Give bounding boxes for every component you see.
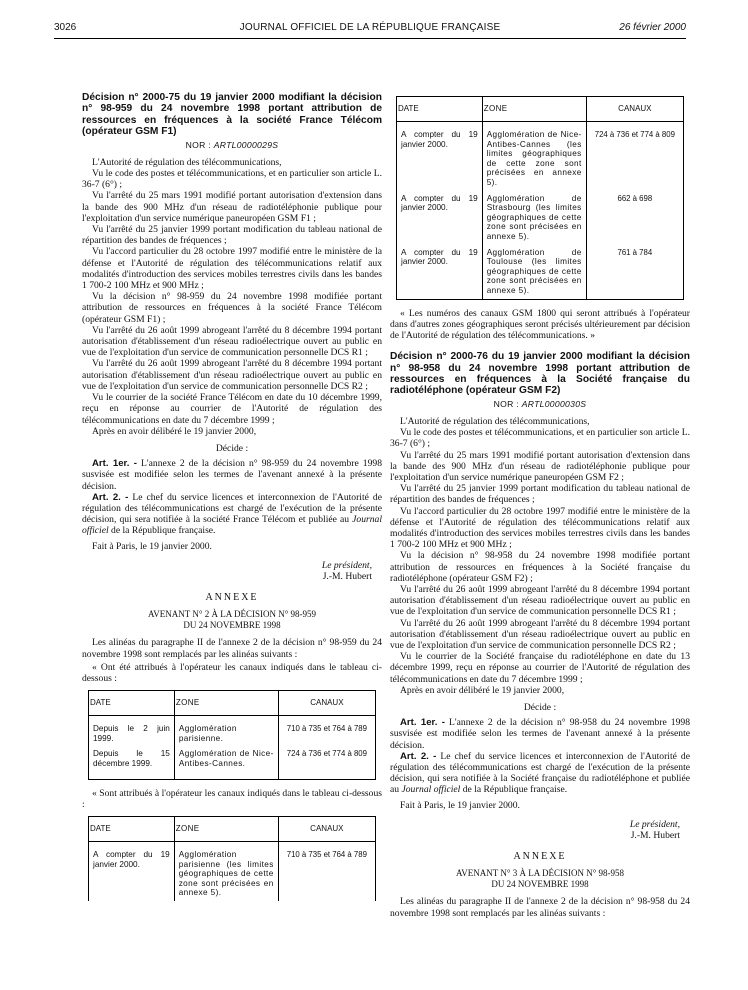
paragraph: Vu la décision n° 98-958 du 24 novembre 1998 modifiée portant attribution de ressources en fréquences à la Société française du radiotéléphone (opérateur GSM F2) ;	[390, 550, 690, 584]
table-row: Depuis le 2 juin 1999. Agglomération parisienne. 710 à 735 et 764 à 789	[89, 716, 376, 747]
avenant-line-2: DU 24 NOVEMBRE 1998	[183, 620, 281, 631]
table-row: A compter du 19 janvier 2000. Agglomération de Strasbourg (les limites géographiques de cette zone sont précisées en annexe 5). 662 à 698	[397, 191, 684, 245]
signature-name: J.-M. Hubert	[322, 570, 372, 582]
annex-paragraph: « Sont attribués à l'opérateur les canaux indiqués dans le tableau ci-dessous :	[82, 787, 382, 810]
table-row: A compter du 19 janvier 2000. Agglomération de Toulouse (les limites géographiques de cette zone sont précisées en annexe 5). 761 à 784	[397, 245, 684, 299]
paragraph: Vu l'arrêté du 26 août 1999 abrogeant l'arrêté du 8 décembre 1994 portant autorisation d'établissement d'un réseau radioélectrique ouvert au public en vue de l'exploitation d'un service de communication personnelle DCS R1 ;	[82, 324, 382, 359]
paragraph: Vu l'arrêté du 26 août 1999 abrogeant l'arrêté du 8 décembre 1994 portant autorisation d'établissement d'un réseau radioélectrique ouvert au public en vue de l'exploitation d'un service de communication personnelle DCS R1 ;	[390, 583, 690, 618]
paragraph: Vu l'arrêté du 26 août 1999 abrogeant l'arrêté du 8 décembre 1994 portant autorisation d'établissement d'un réseau radioélectrique ouvert au public en vue de l'exploitation d'un service de communication personnelle DCS R2 ;	[82, 358, 382, 392]
paragraph: Après en avoir délibéré le 19 janvier 2000,	[92, 425, 257, 437]
avenant-line-1: AVENANT N° 3 À LA DÉCISION N° 98-958	[455, 868, 625, 879]
table-header: CANAUX	[586, 97, 683, 122]
paragraph: Vu l'arrêté du 25 mars 1991 modifié portant autorisation d'extension dans la bande des 900 MHz d'un réseau de radiotéléphonie publique pour l'exploitation d'un service numérique paneuropéen GSM F1 ;	[82, 190, 382, 224]
channels-table-continued	[396, 96, 684, 300]
article-1: Art. 1er. - L'annexe 2 de la décision n° 98-959 du 24 novembre 1998 susvisée est modifiée selon les termes de l'avenant annexé à la présente décision.	[82, 458, 382, 492]
signature-title: Le président,	[629, 818, 680, 830]
paragraph: Vu le courrier de la Société française du radiotéléphone en date du 13 décembre 1999, reçu en réponse au courrier de l'Autorité de régulation des télécommunications en date du 7 décembre 1999 ;	[390, 651, 690, 685]
right-column	[390, 96, 690, 919]
issue-date: 26 février 2000	[619, 22, 686, 33]
nor-code: ARTL0000029S	[213, 139, 279, 150]
paragraph: Vu le code des postes et télécommunications, et en particulier son article L. 36-7 (6°) ;	[390, 427, 690, 450]
annexe-heading: ANNEXE	[205, 592, 259, 604]
article-1: Art. 1er. - L'annexe 2 de la décision n° 98-958 du 24 novembre 1998 susvisée est modifiée selon les termes de l'avenant annexé à la présente décision.	[390, 717, 690, 751]
table-header: CANAUX	[278, 816, 375, 841]
table-header: DATE	[89, 691, 175, 716]
paragraph: Vu l'arrêté du 25 janvier 1999 portant modification du tableau national de répartition des bandes de fréquences ;	[390, 483, 690, 506]
table-row: A compter du 19 janvier 2000. Agglomération de Nice-Antibes-Cannes (les limites géographiques de cette zone sont précisées en annexe 5). 724 à 736 et 774 à 809	[397, 122, 684, 191]
avenant-line-1: AVENANT N° 2 À LA DÉCISION N° 98-959	[147, 609, 317, 620]
decide-heading: Décide :	[215, 442, 249, 454]
paragraph: Vu l'accord particulier du 28 octobre 1997 modifié entre le ministère de la défense et l'Autorité de régulation des télécommunications relatif aux modalités d'introduction des services mobiles terrestres civils dans les bandes 1 700-2 100 MHz et 900 MHz ;	[390, 505, 690, 551]
closing-paragraph: « Les numéros des canaux GSM 1800 qui seront attribués à l'opérateur dans d'autres zones géographiques seront précisés ultérieurement par décision de l'Autorité de régulation des télécommunications. »	[390, 307, 690, 341]
signature-title: Le président,	[321, 559, 372, 571]
paragraph: Vu l'arrêté du 26 août 1999 abrogeant l'arrêté du 8 décembre 1994 portant autorisation d'établissement d'un réseau radioélectrique ouvert au public en vue de l'exploitation d'un service de communication personnelle DCS R2 ;	[390, 617, 690, 651]
article-2: Art. 2. - Le chef du service licences et interconnexion de l'Autorité de régulation des télécommunications est chargé de l'exécution de la présente décision, qui sera notifiée à la société France Télécom et publiée au Journal officiel de la République française.	[82, 491, 382, 537]
annex-paragraph: « Ont été attribués à l'opérateur les canaux indiqués dans le tableau ci-dessous :	[82, 661, 382, 684]
paragraph: Vu l'accord particulier du 28 octobre 1997 modifié entre le ministère de la défense et l'Autorité de régulation des télécommunications relatif aux modalités d'introduction des services mobiles terrestres civils dans les bandes 1 700-2 100 MHz et 900 MHz ;	[82, 246, 382, 292]
paragraph: Vu le courrier de la société France Télécom en date du 10 décembre 1999, reçu en réponse au courrier de l'Autorité de régulation des télécommunications en date du 7 décembre 1999 ;	[82, 392, 382, 426]
nor-line: NOR : ARTL0000029S	[185, 139, 279, 150]
decision-title: Décision n° 2000-75 du 19 janvier 2000 modifiant la décision n° 98-959 du 24 novembre 1998 portant attribution de ressources en fréquences à la société France Télécom (opérateur GSM F1)	[82, 92, 382, 138]
header-rule	[54, 38, 686, 39]
table-row: A compter du 19 janvier 2000. Agglomération parisienne (les limites géographiques de cette zone sont précisées en annexe 5). 710 à 735 et 764 à 789	[89, 841, 376, 900]
table-header: ZONE	[174, 816, 278, 841]
nor-line: NOR : ARTL0000030S	[493, 398, 587, 409]
article-2: Art. 2. - Le chef du service licences et interconnexion de l'Autorité de régulation des télécommunications est chargé de l'exécution de la présente décision, qui sera notifiée à la Société française du radiotéléphone et publiée au Journal officiel de la République française.	[390, 750, 690, 796]
fait-line: Fait à Paris, le 19 janvier 2000.	[400, 799, 520, 811]
annex-paragraph: Les alinéas du paragraphe II de l'annexe 2 de la décision n° 98-959 du 24 novembre 1998 sont remplacés par les alinéas suivants :	[82, 637, 382, 660]
nor-code: ARTL0000030S	[521, 398, 587, 409]
channels-table-to-attribute	[88, 816, 376, 901]
table-header: ZONE	[174, 691, 278, 716]
fait-line: Fait à Paris, le 19 janvier 2000.	[92, 540, 212, 552]
paragraph: Vu le code des postes et télécommunications, et en particulier son article L. 36-7 (6°) ;	[82, 168, 382, 191]
paragraph: Vu la décision n° 98-959 du 24 novembre 1998 modifiée portant attribution de ressources en fréquences à la société France Télécom (opérateur GSM F1) ;	[82, 291, 382, 325]
journal-title: JOURNAL OFFICIEL DE LA RÉPUBLIQUE FRANÇAISE	[239, 22, 501, 33]
decide-heading: Décide :	[523, 702, 557, 714]
avenant-line-2: DU 24 NOVEMBRE 1998	[491, 879, 589, 890]
table-header: DATE	[89, 816, 175, 841]
paragraph: L'Autorité de régulation des télécommunications,	[92, 156, 282, 168]
paragraph: Vu l'arrêté du 25 mars 1991 modifié portant autorisation d'extension dans la bande des 900 MHz d'un réseau de radiotéléphonie publique pour l'exploitation d'un service numérique paneuropéen GSM F2 ;	[390, 449, 690, 483]
page-number: 3026	[54, 22, 77, 33]
annexe-heading: ANNEXE	[513, 851, 567, 863]
table-header: CANAUX	[278, 691, 375, 716]
decision-title: Décision n° 2000-76 du 19 janvier 2000 modifiant la décision n° 98-958 du 24 novembre 1998 portant attribution de ressources en fréquences à la Société française du radiotéléphone (opérateur GSM F2)	[390, 351, 690, 397]
table-header: DATE	[397, 97, 483, 122]
paragraph: Après en avoir délibéré le 19 janvier 2000,	[400, 684, 565, 696]
page-header	[54, 22, 686, 38]
left-column	[82, 92, 382, 909]
channels-table-attributed	[88, 690, 376, 779]
signature-name: J.-M. Hubert	[630, 830, 680, 842]
paragraph: Vu l'arrêté du 25 janvier 1999 portant modification du tableau national de répartition des bandes de fréquences ;	[82, 224, 382, 247]
paragraph: L'Autorité de régulation des télécommunications,	[400, 415, 590, 427]
table-header: ZONE	[482, 97, 586, 122]
table-row: Depuis le 15 décembre 1999. Agglomération de Nice-Antibes-Cannes. 724 à 736 et 774 à 809	[89, 746, 376, 779]
annex-paragraph: Les alinéas du paragraphe II de l'annexe 2 de la décision n° 98-958 du 24 novembre 1998 sont remplacés par les alinéas suivants :	[390, 896, 690, 919]
